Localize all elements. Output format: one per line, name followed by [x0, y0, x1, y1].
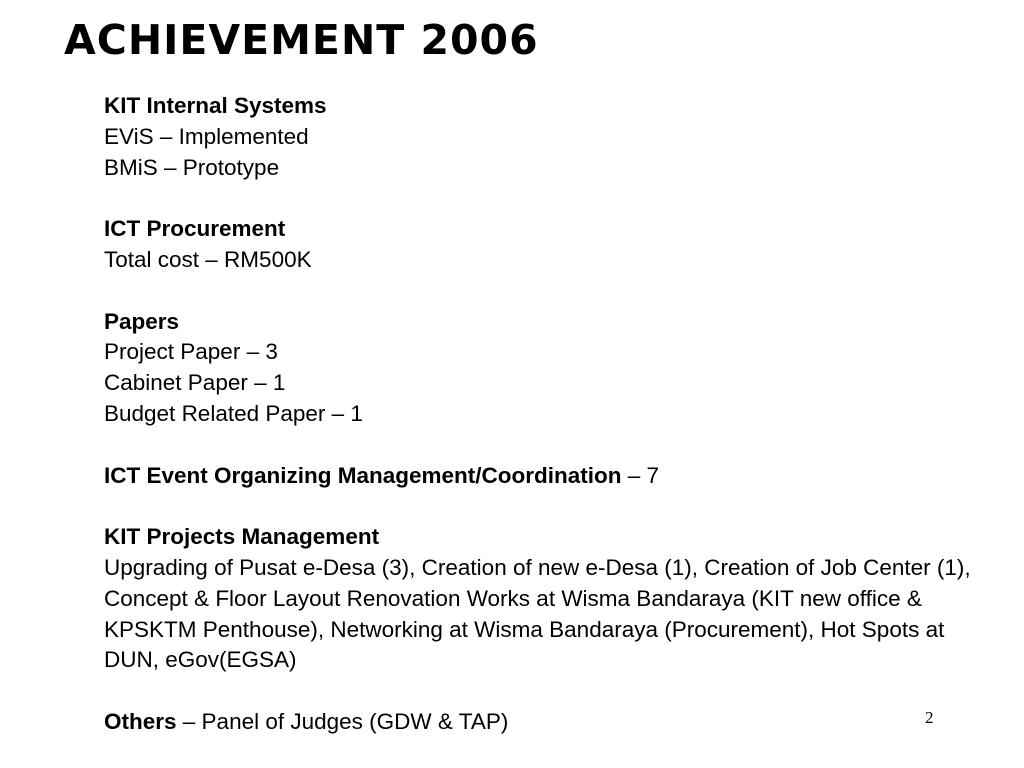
slide-title: ACHIEVEMENT 2006: [64, 16, 539, 64]
spacer: [104, 491, 984, 522]
section-heading-internal-systems: KIT Internal Systems: [104, 93, 327, 118]
spacer: [104, 676, 984, 707]
section-heading-projects: KIT Projects Management: [104, 524, 380, 550]
section-heading-papers: Papers: [104, 308, 180, 334]
list-item: Budget Related Paper – 1: [104, 400, 363, 426]
list-item: Cabinet Paper – 1: [104, 370, 286, 396]
event-count: – 7: [621, 462, 660, 488]
event-line: [104, 461, 984, 492]
spacer: [104, 276, 984, 307]
section-heading-procurement: ICT Procurement: [104, 216, 286, 242]
list-item: Project Paper – 3: [104, 339, 278, 365]
others-line: [104, 707, 984, 738]
spacer: [104, 183, 984, 214]
section-heading-event: ICT Event Organizing Management/Coordination: [104, 462, 622, 488]
others-detail: – Panel of Judges (GDW & TAP): [176, 708, 509, 734]
section-heading-others: Others: [104, 708, 177, 734]
slide-content: [104, 91, 984, 738]
list-item: BMiS – Prototype: [104, 154, 280, 180]
spacer: [104, 430, 984, 461]
list-item: Total cost – RM500K: [104, 246, 312, 272]
projects-body: Upgrading of Pusat e-Desa (3), Creation of new e-Desa (1), Creation of Job Center (1), Concept & Floor Layout Renovation Works at Wisma Bandaraya (KIT new office & KPSKTM Penthouse), Networking at Wisma Bandaraya (Procurement), Hot Spots at DUN, eGov(EGSA): [104, 554, 971, 673]
list-item: EViS – Implemented: [104, 123, 309, 149]
page-number: 2: [925, 708, 934, 727]
